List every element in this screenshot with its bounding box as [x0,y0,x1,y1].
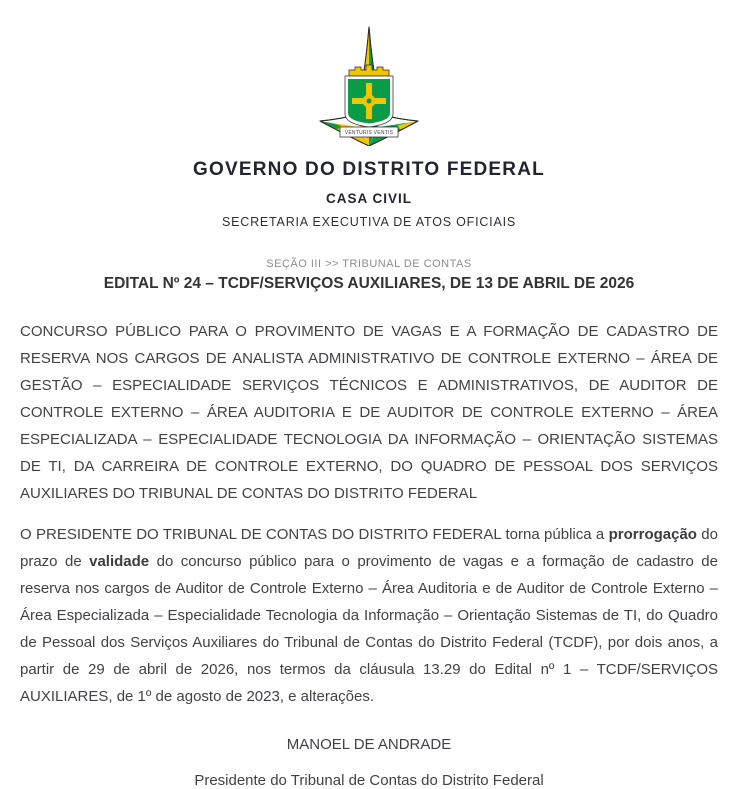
document-heading [20,258,718,293]
logo-cross-center-dot [367,99,372,104]
signer-name: MANOEL DE ANDRADE [286,736,452,753]
section-breadcrumb: SEÇÃO III >> TRIBUNAL DE CONTAS [266,258,472,270]
edital-title: EDITAL Nº 24 – TCDF/SERVIÇOS AUXILIARES, DE 13 DE ABRIL DE 2026 [103,275,635,292]
decree-bold-validade: validade [89,553,150,570]
logo-motto-text: VENTURIS VENTIS [344,130,394,136]
decree-paragraph [20,521,718,710]
secretariat-title: SECRETARIA EXECUTIVA DE ATOS OFICIAIS [221,215,517,229]
signer-role: Presidente do Tribunal de Contas do Distrito Federal [194,772,544,789]
document-body [20,318,718,710]
summary-paragraph: CONCURSO PÚBLICO PARA O PROVIMENTO DE VAGAS E A FORMAÇÃO DE CADASTRO DE RESERVA NOS CARGOS DE ANALISTA ADMINISTRATIVO DE CONTROLE EXTERNO – ÁREA DE GESTÃO – ESPECIALIDADE SERVIÇOS TÉCNICOS E ADMINISTRATIVOS, DE AUDITOR DE CONTROLE EXTERNO – ÁREA AUDITORIA E DE AUDITOR DE CONTROLE EXTERNO – ÁREA ESPECIALIZADA – ESPECIALIDADE TECNOLOGIA DA INFORMAÇÃO – ORIENTAÇÃO SISTEMAS DE TI, DA CARREIRA DE CONTROLE EXTERNO, DO QUADRO DE PESSOAL DOS SERVIÇOS AUXILIARES DO TRIBUNAL DE CONTAS DO DISTRITO FEDERAL [20,323,718,502]
masthead [20,26,718,229]
decree-bold-prorrogacao: prorrogação [608,526,697,543]
decree-text-part1: O PRESIDENTE DO TRIBUNAL DE CONTAS DO DISTRITO FEDERAL torna pública a [20,526,609,543]
organ-title: CASA CIVIL [325,191,412,206]
df-coat-of-arms-logo [318,26,420,146]
decree-text-part3: do concurso público para o provimento de vagas e a formação de cadastro de reserva nos cargos de Auditor de Controle Externo – Área Auditoria e de Auditor de Controle Externo – Área Especializada – Especialidade Tecnologia da Informação – Orientação Sistemas de TI, do Quadro de Pessoal dos Serviços Auxiliares do Tribunal de Contas do Distrito Federal (TCDF), por dois anos, a partir de 29 de abril de 2026, nos termos da cláusula 13.29 do Edital nº 1 – TCDF/SERVIÇOS AUXILIARES, de 1º de agosto de 2023, e alterações. [20,553,718,705]
logo-wrap [20,26,718,146]
signature-block [20,736,718,789]
government-title: GOVERNO DO DISTRITO FEDERAL [193,159,545,180]
decree-text-part2: do prazo de [20,526,718,570]
logo-crown [349,65,389,76]
